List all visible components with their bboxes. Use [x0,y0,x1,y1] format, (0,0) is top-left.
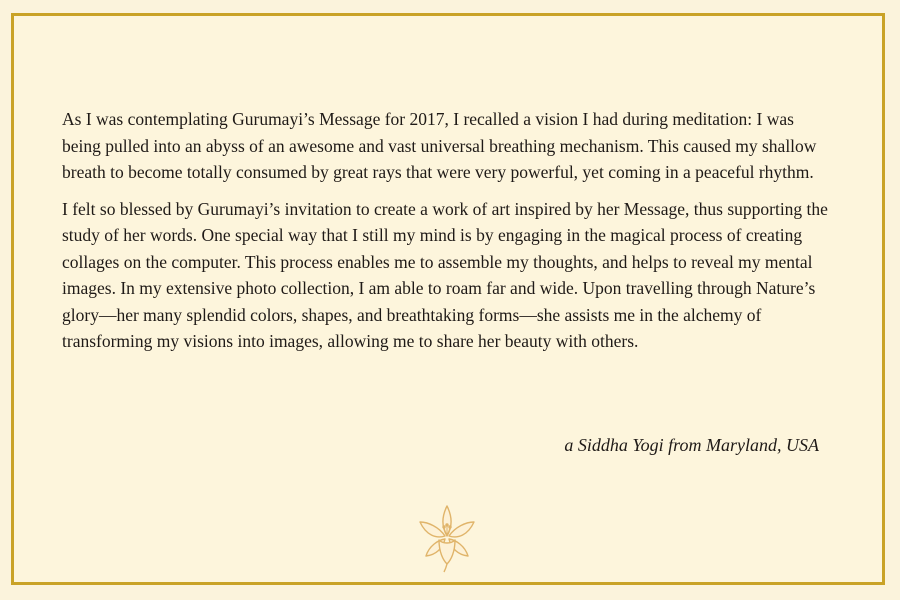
paragraph-2: I felt so blessed by Gurumayi’s invitation to create a work of art inspired by her Message, thus supporting the study of her words. One special way that I still my mind is by engaging in the magical process of creating collages on the computer. This process enables me to assemble my thoughts, and helps to reveal my mental images. In my extensive photo collection, I am able to roam far and wide. Upon travelling through Nature’s glory—her many splendid colors, shapes, and breathtaking forms—she assists me in the alchemy of transforming my visions into images, allowing me to share her beauty with others. [62,198,828,351]
lily-flower-icon [412,500,482,574]
attribution: a Siddha Yogi from Maryland, USA [564,435,819,455]
letter-body [62,106,832,365]
paragraph-1: As I was contemplating Gurumayi’s Message for 2017, I recalled a vision I had during meditation: I was being pulled into an abyss of an awesome and vast universal breathing mechanism. This caused my shallow breath to become totally consumed by great rays that were very powerful, yet coming in a peaceful rhythm. [62,109,817,182]
